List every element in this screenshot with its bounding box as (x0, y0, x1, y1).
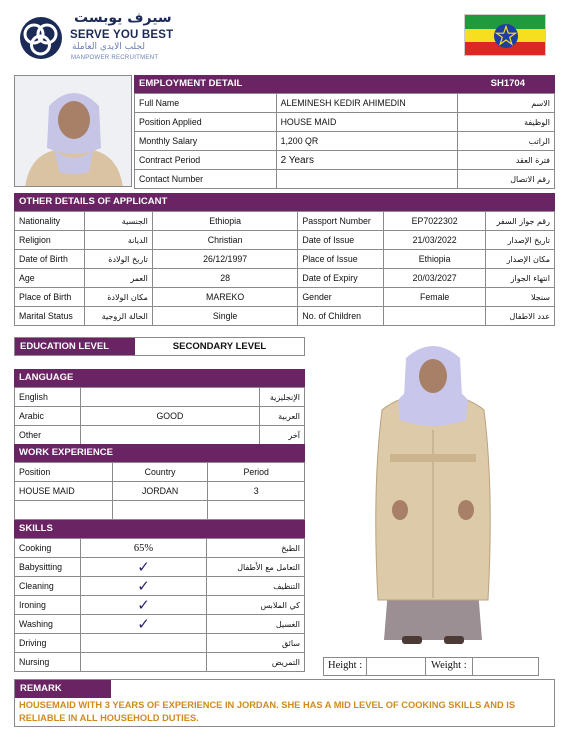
work-cell (15, 501, 113, 520)
skill-value: 65% (80, 539, 206, 558)
measurements-row (323, 657, 539, 676)
brand-sub: MANPOWER RECRUITMENT (71, 55, 159, 61)
table-row (15, 288, 555, 307)
skill-value (80, 634, 206, 653)
skill-label-ar: التنظيف (207, 577, 305, 596)
label-full-name-ar: الاسم (458, 94, 555, 113)
table-row (15, 577, 305, 596)
label-position-applied: Position Applied (135, 113, 277, 132)
other-value: 26/12/1997 (152, 250, 297, 269)
skill-label-ar: التمريض (207, 653, 305, 672)
other-label-ar: عدد الاطفال (486, 307, 555, 326)
remark-header: REMARK (15, 680, 111, 698)
work-experience-table (14, 462, 305, 520)
skills-table (14, 538, 305, 672)
remark-section (14, 679, 555, 727)
other-label: Age (15, 269, 85, 288)
skill-value (80, 615, 206, 634)
other-label: Marital Status (15, 307, 85, 326)
brand-name: SERVE YOU BEST (70, 29, 174, 41)
skill-label: Cooking (15, 539, 81, 558)
employment-detail-table (134, 93, 555, 189)
language-label: English (15, 388, 81, 407)
value-position-applied: HOUSE MAID (276, 113, 458, 132)
other-label: Place of Issue (298, 250, 384, 269)
language-label-ar: الإنجليزية (260, 388, 305, 407)
table-row (15, 250, 555, 269)
remark-text: HOUSEMAID WITH 3 YEARS OF EXPERIENCE IN JORDAN. SHE HAS A MID LEVEL OF COOKING SKILLS AND IS RELIABLE IN ALL HOUSEHOLD DUTIES. (19, 700, 516, 723)
other-value: Ethiopia (384, 250, 486, 269)
skill-value (80, 596, 206, 615)
label-contact-number-ar: رقم الاتصال (458, 170, 555, 189)
value-contract-period: 2 Years (276, 151, 458, 170)
employment-detail-title: EMPLOYMENT DETAIL (139, 78, 243, 89)
other-value (384, 307, 486, 326)
table-row (15, 407, 305, 426)
language-label: Arabic (15, 407, 81, 426)
table-row (135, 132, 555, 151)
other-value: 28 (152, 269, 297, 288)
language-level: GOOD (80, 407, 259, 426)
ethiopia-flag (464, 14, 546, 56)
other-value: Female (384, 288, 486, 307)
language-label: Other (15, 426, 81, 445)
company-logo (14, 12, 184, 64)
skills-header: SKILLS (14, 520, 305, 538)
label-monthly-salary-ar: الراتب (458, 132, 555, 151)
language-label-ar: العربية (260, 407, 305, 426)
label-full-name: Full Name (135, 94, 277, 113)
other-value: Single (152, 307, 297, 326)
table-row (15, 558, 305, 577)
skill-value (80, 653, 206, 672)
table-row (15, 388, 305, 407)
table-row (15, 269, 555, 288)
value-monthly-salary: 1,200 QR (276, 132, 458, 151)
other-label-ar: مكان الإصدار (486, 250, 555, 269)
other-label-ar: تاريخ الإصدار (486, 231, 555, 250)
work-cell: JORDAN (112, 482, 208, 501)
skill-label: Nursing (15, 653, 81, 672)
other-value: Christian (152, 231, 297, 250)
work-experience-header: WORK EXPERIENCE (14, 444, 305, 462)
weight-label: Weight : (431, 660, 467, 671)
label-monthly-salary: Monthly Salary (135, 132, 277, 151)
other-label-ar: مكان الولادة (84, 288, 152, 307)
other-value: Ethiopia (152, 212, 297, 231)
other-label-ar: رقم جواز السفر (486, 212, 555, 231)
other-details-table (14, 211, 555, 326)
other-details-header: OTHER DETAILS OF APPLICANT (14, 193, 555, 211)
skill-label: Washing (15, 615, 81, 634)
value-full-name: ALEMINESH KEDIR AHIMEDIN (276, 94, 458, 113)
language-header: LANGUAGE (14, 369, 305, 387)
value-contact-number (276, 170, 458, 189)
employment-detail-header (134, 75, 555, 93)
language-label-ar: آخر (260, 426, 305, 445)
other-label-ar: الديانة (84, 231, 152, 250)
skill-label-ar: الطبخ (207, 539, 305, 558)
brand-arabic-sub: لجلب الايدي العاملة (72, 42, 145, 52)
table-row (15, 634, 305, 653)
education-level-value: SECONDARY LEVEL (172, 341, 267, 352)
table-row (15, 426, 305, 445)
label-contract-period: Contract Period (135, 151, 277, 170)
other-label: Gender (298, 288, 384, 307)
table-row (15, 596, 305, 615)
checkmark-icon: ✓ (137, 595, 150, 614)
work-cell: 3 (208, 482, 305, 501)
other-value: EP7022302 (384, 212, 486, 231)
checkmark-icon: ✓ (137, 576, 150, 595)
checkmark-icon: ✓ (137, 557, 150, 576)
other-label: Religion (15, 231, 85, 250)
skill-label: Driving (15, 634, 81, 653)
skill-label: Babysitting (15, 558, 81, 577)
education-level-row (14, 337, 305, 356)
table-header-row (15, 463, 305, 482)
skill-value (80, 577, 206, 596)
skill-label: Ironing (15, 596, 81, 615)
table-row (15, 212, 555, 231)
other-value: 20/03/2027 (384, 269, 486, 288)
other-label-ar: تاريخ الولادة (84, 250, 152, 269)
applicant-full-body-photo (338, 340, 528, 652)
other-label: Passport Number (298, 212, 384, 231)
table-row (15, 615, 305, 634)
other-value: 21/03/2022 (384, 231, 486, 250)
other-label: Date of Expiry (298, 269, 384, 288)
table-row (135, 94, 555, 113)
other-label-ar: العمر (84, 269, 152, 288)
language-table (14, 387, 305, 445)
weight-value (472, 658, 538, 675)
flag-star-emblem-icon (493, 23, 519, 49)
table-row (135, 151, 555, 170)
reference-code: SH1704 (490, 78, 525, 89)
height-value (366, 658, 426, 675)
table-row (135, 170, 555, 189)
other-label: Date of Birth (15, 250, 85, 269)
other-label: Date of Issue (298, 231, 384, 250)
table-row (15, 231, 555, 250)
skill-value (80, 558, 206, 577)
other-label-ar: انتهاء الجواز (486, 269, 555, 288)
language-level (80, 426, 259, 445)
work-cell (208, 501, 305, 520)
height-label: Height : (328, 660, 363, 671)
skill-label-ar: الغسيل (207, 615, 305, 634)
work-cell: HOUSE MAID (15, 482, 113, 501)
work-column-header: Country (112, 463, 208, 482)
checkmark-icon: ✓ (137, 614, 150, 633)
other-label: Nationality (15, 212, 85, 231)
label-contact-number: Contact Number (135, 170, 277, 189)
work-cell (112, 501, 208, 520)
other-label-ar: الجنسية (84, 212, 152, 231)
skill-label-ar: سائق (207, 634, 305, 653)
work-column-header: Period (208, 463, 305, 482)
other-label-ar: الحالة الزوجية (84, 307, 152, 326)
table-row (15, 501, 305, 520)
table-row (135, 113, 555, 132)
work-column-header: Position (15, 463, 113, 482)
skill-label: Cleaning (15, 577, 81, 596)
brand-arabic: سيرف يوبست (74, 10, 172, 26)
language-level (80, 388, 259, 407)
label-contract-period-ar: فترة العقد (458, 151, 555, 170)
skill-label-ar: كي الملابس (207, 596, 305, 615)
applicant-portrait-photo (14, 75, 132, 187)
table-row (15, 482, 305, 501)
other-value: MAREKO (152, 288, 297, 307)
table-row (15, 307, 555, 326)
label-position-applied-ar: الوظيفة (458, 113, 555, 132)
other-label: Place of Birth (15, 288, 85, 307)
table-row (15, 539, 305, 558)
education-level-label: EDUCATION LEVEL (15, 338, 135, 355)
table-row (15, 653, 305, 672)
other-label: No. of Children (298, 307, 384, 326)
other-label-ar: سنجلا (486, 288, 555, 307)
logo-rings-icon (16, 14, 66, 62)
skill-label-ar: التعامل مع الأطفال (207, 558, 305, 577)
